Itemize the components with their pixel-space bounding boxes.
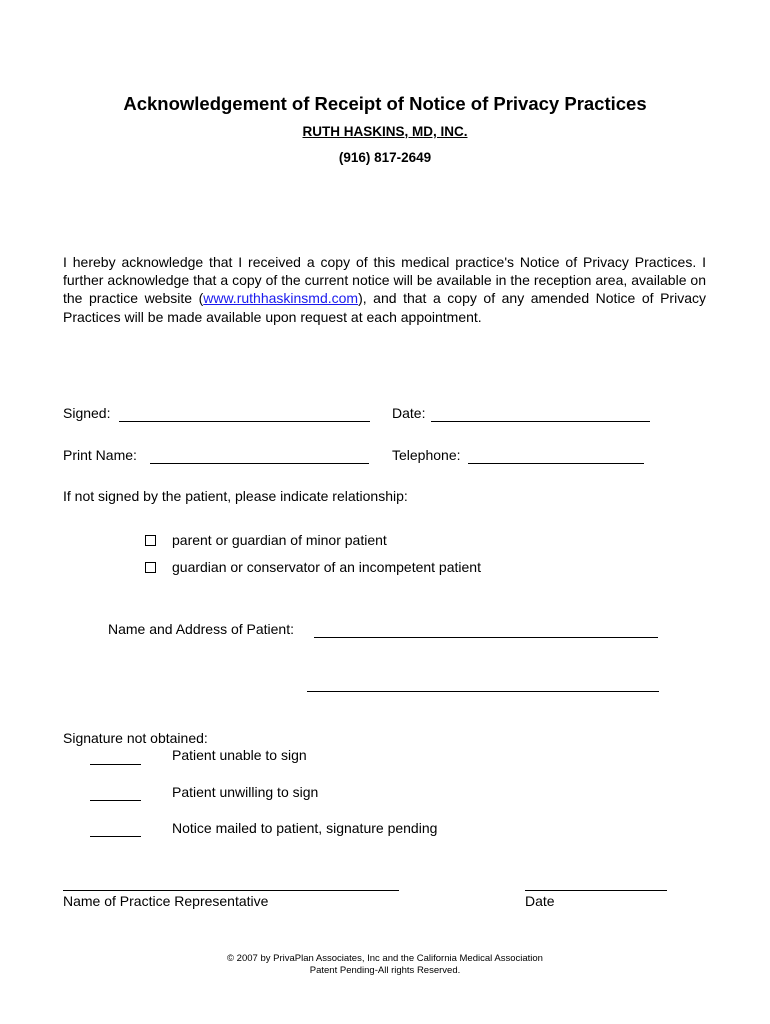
telephone-line[interactable]: [468, 463, 644, 464]
practice-website-link[interactable]: www.ruthhaskinsmd.com: [203, 290, 359, 307]
representative-date-label: Date: [525, 893, 555, 909]
date-label: Date:: [392, 405, 426, 421]
patient-name-address-line-2[interactable]: [307, 691, 659, 692]
signed-line[interactable]: [119, 421, 370, 422]
reason-unwilling-label: Patient unwilling to sign: [172, 784, 319, 800]
practice-phone: (916) 817-2649: [338, 150, 432, 165]
acknowledgement-text-end: ), and that a copy of any amended Notice of Privacy Practices will be made available upon request at each appointment.: [63, 290, 706, 325]
reason-unwilling-line[interactable]: [90, 800, 141, 801]
representative-date-line[interactable]: [525, 890, 667, 891]
acknowledgement-paragraph: [63, 253, 706, 326]
parent-guardian-checkbox[interactable]: [145, 535, 156, 546]
conservator-checkbox[interactable]: [145, 562, 156, 573]
reason-unable-line[interactable]: [90, 764, 141, 765]
relationship-option-conservator: guardian or conservator of an incompetent patient: [172, 559, 481, 575]
relationship-prompt: If not signed by the patient, please indicate relationship:: [63, 488, 408, 504]
relationship-option-parent: parent or guardian of minor patient: [172, 532, 387, 548]
footer-rights: Patent Pending-All rights Reserved.: [309, 965, 461, 976]
signed-label: Signed:: [63, 405, 111, 421]
footer-copyright: © 2007 by PrivaPlan Associates, Inc and the California Medical Association: [227, 953, 543, 964]
practice-name: RUTH HASKINS, MD, INC.: [302, 124, 468, 139]
representative-name-label: Name of Practice Representative: [63, 893, 269, 909]
reason-unable-label: Patient unable to sign: [172, 747, 307, 763]
reason-mailed-line[interactable]: [90, 836, 141, 837]
print-name-label: Print Name:: [63, 447, 137, 463]
telephone-label: Telephone:: [392, 447, 461, 463]
signature-not-obtained-heading: Signature not obtained:: [63, 730, 208, 746]
document-title: Acknowledgement of Receipt of Notice of Privacy Practices: [123, 93, 647, 114]
reason-mailed-label: Notice mailed to patient, signature pending: [172, 820, 438, 836]
patient-name-address-label: Name and Address of Patient:: [108, 621, 294, 637]
print-name-line[interactable]: [150, 463, 369, 464]
acknowledgement-text-start: I hereby acknowledge that I received a copy of this medical practice's Notice of Privacy Practices. I further acknowledge that a copy of the current notice will be available in the reception area, available on the practice website (: [63, 254, 706, 307]
representative-name-line[interactable]: [63, 890, 399, 891]
patient-name-address-line-1[interactable]: [314, 637, 658, 638]
date-line[interactable]: [431, 421, 650, 422]
